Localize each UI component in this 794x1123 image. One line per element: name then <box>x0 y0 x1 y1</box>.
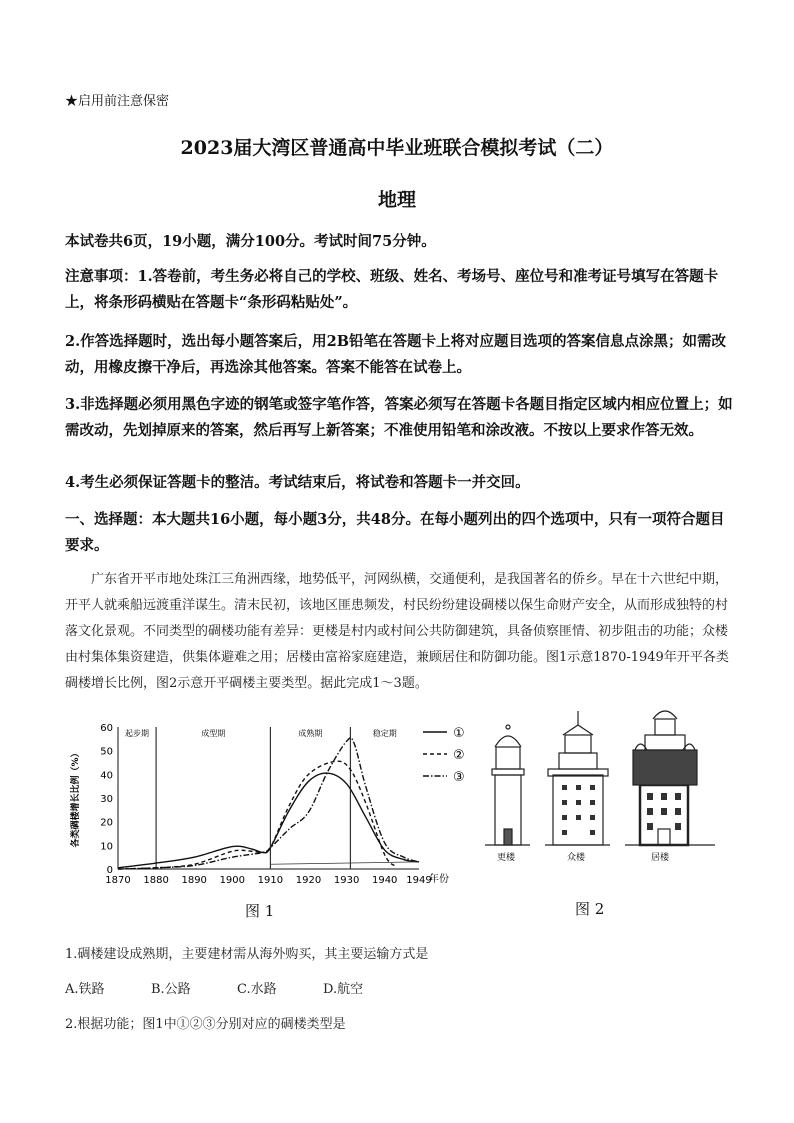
legend-label-3: ③ <box>453 770 465 785</box>
option-c: C.水路 <box>237 982 277 997</box>
series-line-3 <box>118 738 419 869</box>
tower-label-zhonglou: 众楼 <box>567 853 586 863</box>
y-tick-label: 10 <box>100 841 113 853</box>
figure-2-towers <box>475 705 735 885</box>
x-tick-label: 1920 <box>295 875 322 886</box>
option-a: A.铁路 <box>65 982 105 997</box>
note-1: 注意事项：1.答卷前，考生务必将自己的学校、班级、姓名、考场号、座位号和准考证号填写在答题卡上，将条形码横贴在答题卡“条形码粘贴处”。 <box>65 268 719 311</box>
legend-label-1: ① <box>453 726 465 741</box>
exam-intro: 本试卷共6页，19小题，满分100分。考试时间75分钟。 <box>65 233 436 250</box>
x-tick-label: 1940 <box>371 875 398 886</box>
y-tick-label: 30 <box>100 794 113 805</box>
y-tick-label: 50 <box>100 746 113 758</box>
exam-title: 2023届大湾区普通高中毕业班联合模拟考试（二） <box>180 137 614 159</box>
y-axis-label: 各类碉楼增长比例（%） <box>71 748 81 848</box>
option-d: D.航空 <box>323 982 364 997</box>
x-tick-label: 1910 <box>257 875 284 886</box>
section-1-heading: 一、选择题：本大题共16小题，每小题3分，共48分。在每小题列出的四个选项中，只有一项符合题目要求。 <box>65 511 725 554</box>
y-tick-label: 20 <box>100 817 113 829</box>
figure-2-caption: 图 2 <box>575 900 605 918</box>
option-b: B.公路 <box>151 982 191 997</box>
x-tick-label: 1949 <box>406 875 432 886</box>
question-1: 1.碉楼建设成熟期，主要建材需从海外购买，其主要运输方式是 <box>65 947 429 962</box>
question-1-options <box>65 977 733 1003</box>
y-tick-label: 0 <box>106 865 113 876</box>
figure-1-caption: 图 1 <box>245 902 275 920</box>
question-2: 2.根据功能；图1中①②③分别对应的碉楼类型是 <box>65 1017 346 1032</box>
y-tick-label: 60 <box>100 723 113 734</box>
tower-label-gengleou: 更楼 <box>497 853 516 863</box>
legend-label-2: ② <box>453 748 465 763</box>
x-tick-label: 1900 <box>219 875 246 886</box>
subject-title: 地理 <box>377 189 416 211</box>
period-label: 起步期 <box>125 729 150 738</box>
period-label: 成型期 <box>201 729 226 738</box>
y-tick-label: 40 <box>100 770 113 782</box>
x-axis-label: 年份 <box>429 874 449 885</box>
period-label: 成熟期 <box>298 729 323 738</box>
tower-zhonglou-drawing <box>545 711 610 845</box>
note-3: 3.非选择题必须用黑色字迹的钢笔或签字笔作答，答案必须写在答题卡各题目指定区域内相应位置上；如需改动，先划掉原来的答案，然后再写上新答案；不准使用铅笔和涂改液。不按以上要求作答无效。 <box>65 396 733 439</box>
note-4: 4.考生必须保证答题卡的整洁。考试结束后，将试卷和答题卡一并交回。 <box>65 474 530 491</box>
period-label: 稳定期 <box>372 729 397 738</box>
baseline-trace <box>270 862 419 864</box>
tower-label-julou: 居楼 <box>651 853 670 863</box>
confidential-note: ★启用前注意保密 <box>65 94 170 109</box>
note-2: 2.作答选择题时，选出每小题答案后，用2B铅笔在答题卡上将对应题目选项的答案信息点涂黑；如需改动，用橡皮擦干净后，再选涂其他答案。答案不能答在试卷上。 <box>65 333 726 376</box>
series-line-1 <box>118 773 419 868</box>
x-tick-label: 1930 <box>333 875 360 886</box>
x-tick-label: 1890 <box>181 875 207 886</box>
figure-1-chart <box>60 712 480 927</box>
tower-julou-drawing <box>625 711 715 845</box>
x-tick-label: 1880 <box>143 875 169 886</box>
passage: 广东省开平市地处珠江三角洲西缘，地势低平，河网纵横，交通便利，是我国著名的侨乡。早在十六世纪中期，开平人就乘船远渡重洋谋生。清末民初，该地区匪患频发，村民纷纷建设碉楼以保生命财产安全，从而形成独特的村落文化景观。不同类型的碉楼功能有差异：更楼是村内或村间公共防御建筑，具备侦察匪情、初步阻击的功能；众楼由村集体集资建造，供集体避难之用；居楼由富裕家庭建造，兼顾居住和防御功能。图1示意1870-1949年开平各类碉楼增长比例，图2示意开平碉楼主要类型。据此完成1～3题。 <box>65 572 729 691</box>
x-tick-label: 1870 <box>105 875 131 886</box>
tower-gengleou-drawing <box>485 725 530 845</box>
